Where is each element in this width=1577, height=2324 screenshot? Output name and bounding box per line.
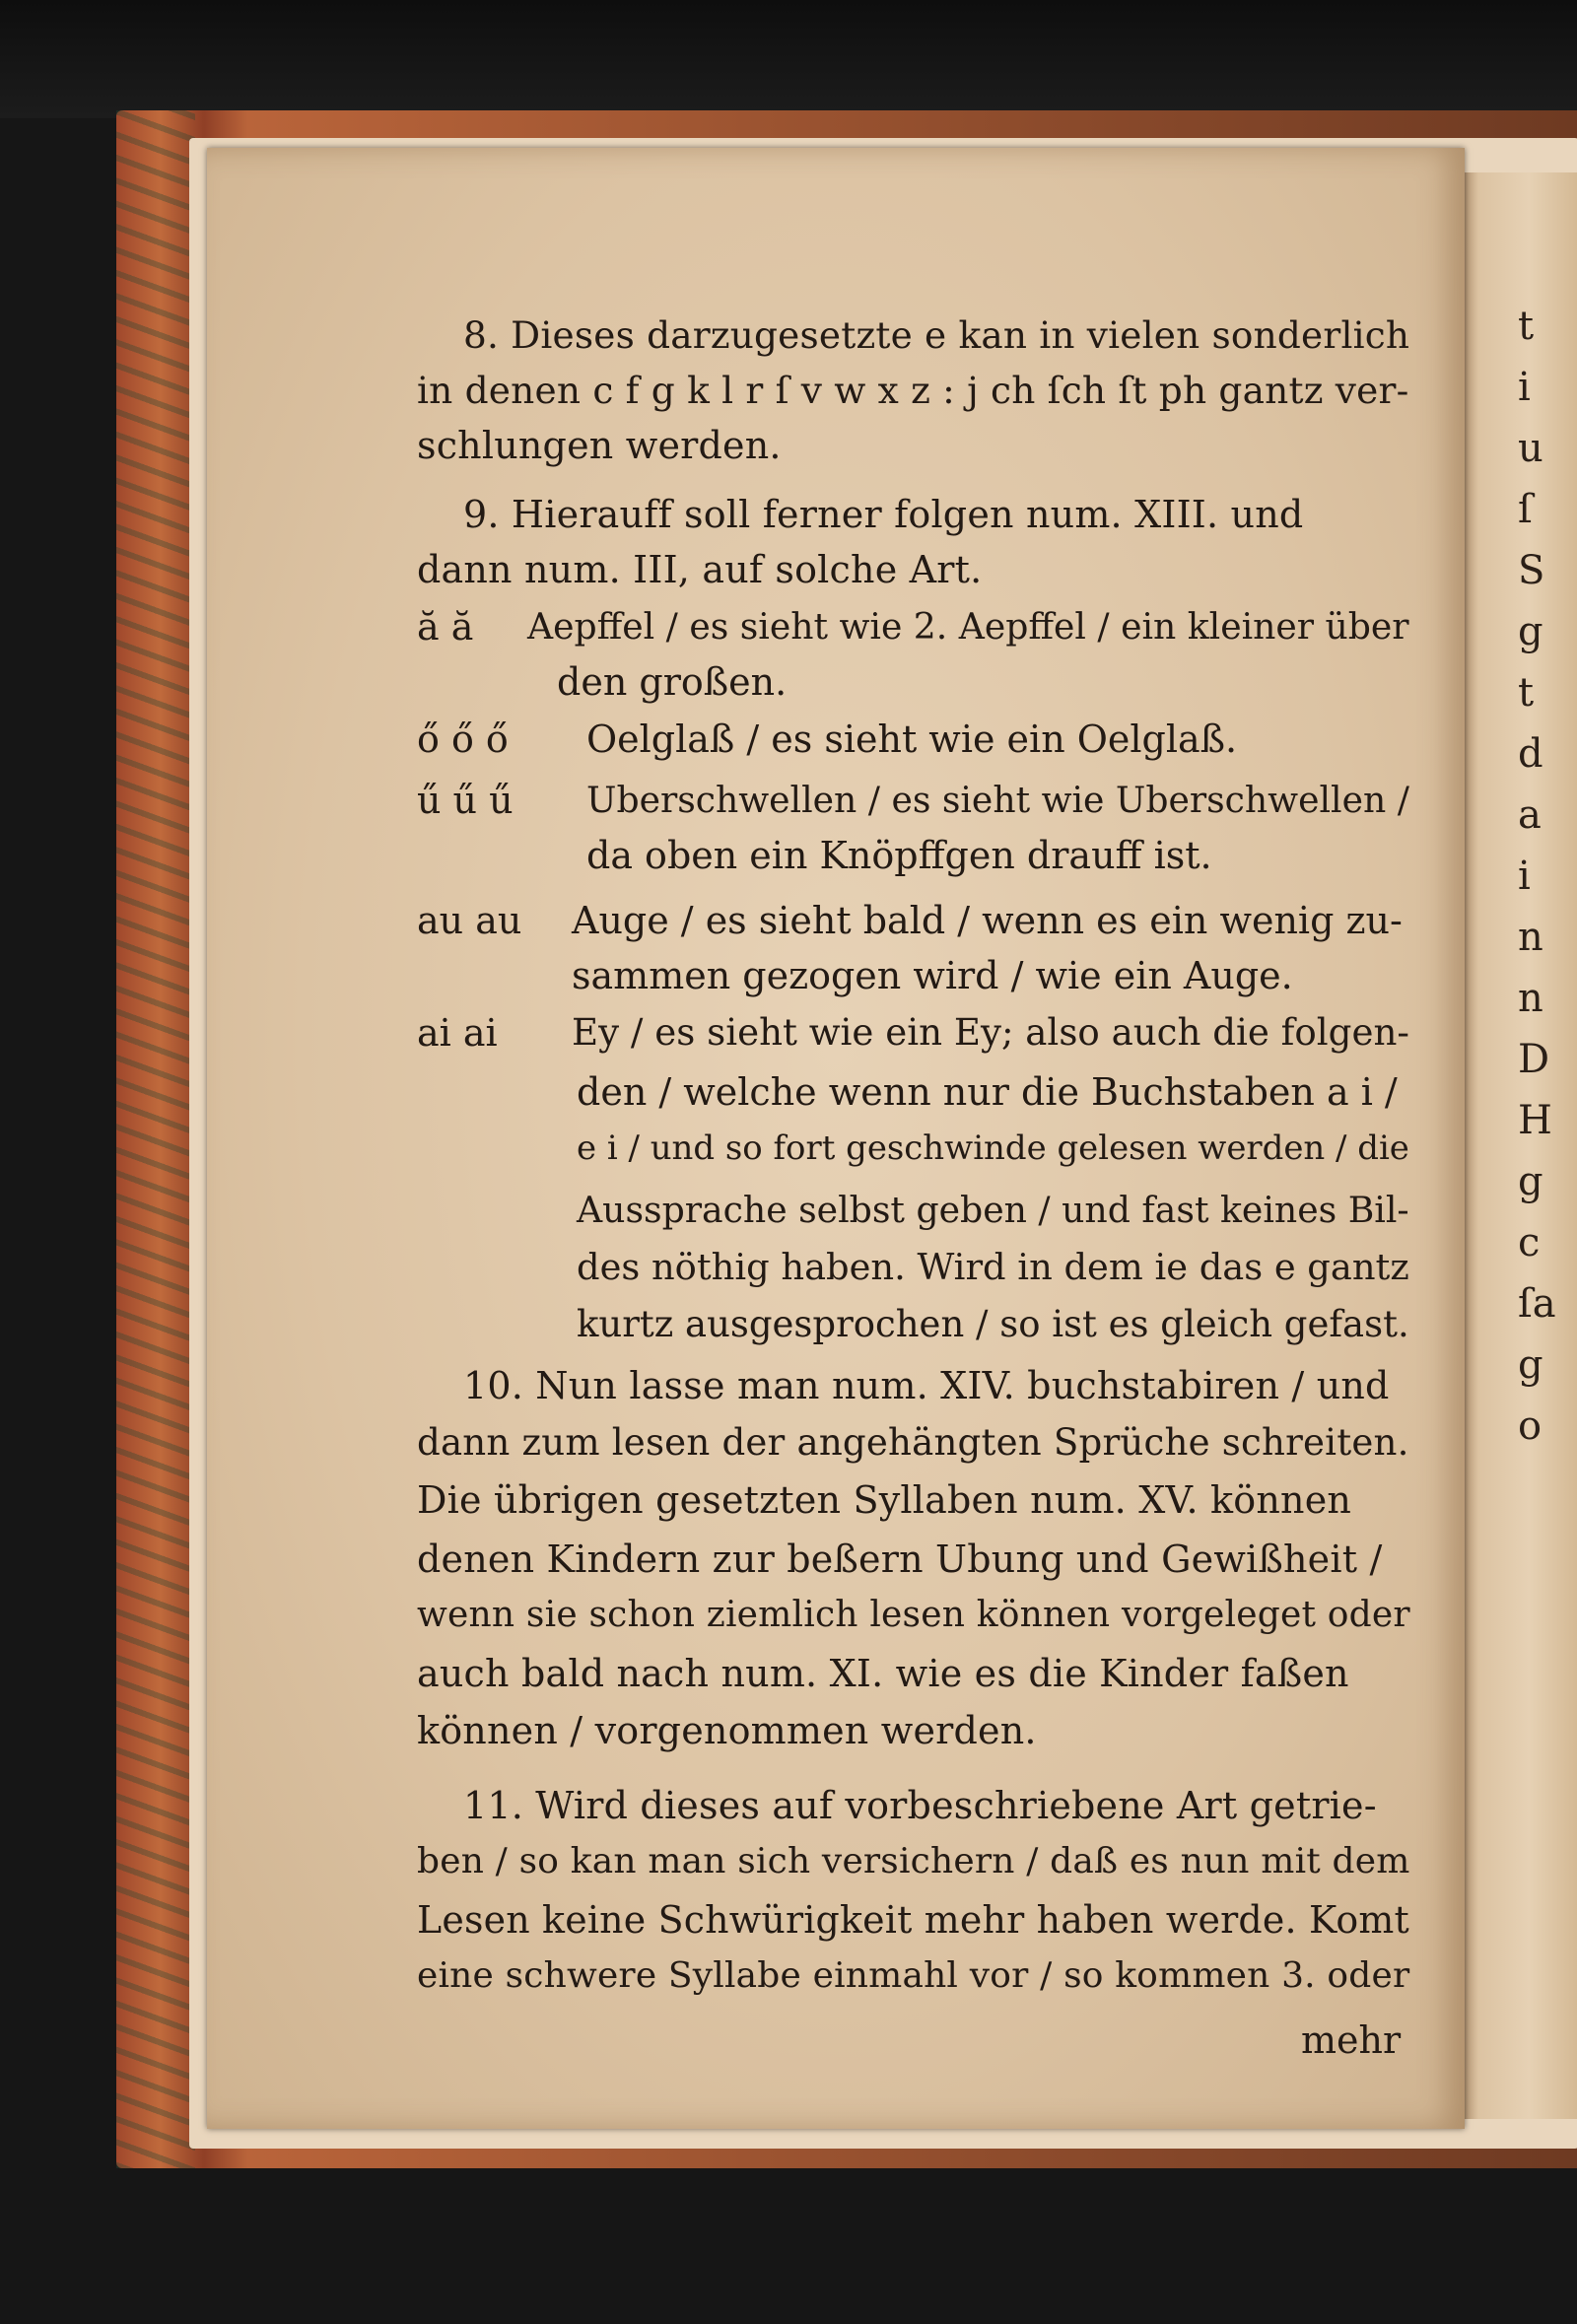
text-line: Ey / es sieht wie ein Ey; also auch die folgen- <box>572 1011 1409 1054</box>
fragment: a <box>1518 792 1542 838</box>
text-line: kurtz ausgesprochen / so ist es gleich gefast. <box>577 1303 1409 1345</box>
text-line: dann num. III, auf solche Art. <box>417 548 983 591</box>
vowel-marks: ő ő ő <box>417 718 509 761</box>
fragment: t <box>1518 304 1535 349</box>
fragment: H <box>1518 1098 1552 1143</box>
fragment: n <box>1518 976 1543 1021</box>
text-line: dann zum lesen der angehängten Sprüche schreiten. <box>417 1421 1409 1464</box>
text-line: können / vorgenommen werden. <box>417 1709 1037 1752</box>
text-line: in denen c f g k l r ſ v w x z : j ch ſch ſt ph gantz ver- <box>417 369 1409 412</box>
fragment: i <box>1518 854 1531 899</box>
text-line: eine schwere Syllabe einmahl vor / so kommen 3. oder <box>417 1955 1410 1996</box>
text-line: Oelglaß / es sieht wie ein Oelglaß. <box>586 718 1238 761</box>
text-line: Auge / es sieht bald / wenn es ein wenig zu- <box>572 899 1403 942</box>
fragment: c <box>1518 1220 1541 1265</box>
text-line: Uberschwellen / es sieht wie Uberschwellen / <box>586 779 1409 821</box>
fragment: D <box>1518 1037 1550 1082</box>
fragment: g <box>1518 1159 1543 1204</box>
text-line: den großen. <box>557 660 788 704</box>
text-line: denen Kindern zur beßern Ubung und Gewißheit / <box>417 1538 1383 1581</box>
fragment: n <box>1518 915 1543 960</box>
text-line: sammen gezogen wird / wie ein Auge. <box>572 954 1293 997</box>
text-line: Aepffel / es sieht wie 2. Aepffel / ein kleiner über <box>527 605 1409 648</box>
fragment: i <box>1518 365 1531 410</box>
vowel-marks: ai ai <box>417 1011 498 1055</box>
fragment: ſ <box>1518 487 1533 532</box>
fragment: g <box>1518 1342 1543 1388</box>
fragment: d <box>1518 731 1543 777</box>
fragment: ſa <box>1518 1281 1556 1327</box>
fragment: S <box>1518 548 1545 593</box>
text-line: Aussprache selbst geben / und fast keines Bil- <box>577 1189 1409 1231</box>
catchword: mehr <box>1301 2018 1402 2062</box>
text-line: auch bald nach num. XI. wie es die Kinder faßen <box>417 1652 1349 1695</box>
text-line: 10. Nun lasse man num. XIV. buchstabiren / und <box>463 1364 1390 1407</box>
text-line: 8. Dieses darzugesetzte e kan in vielen sonderlich <box>463 313 1410 357</box>
vowel-marks: ӑ ӑ <box>417 605 474 649</box>
text-line: da oben ein Knöpffgen drauff ist. <box>586 834 1212 877</box>
vowel-marks: au au <box>417 899 522 942</box>
text-line: des nöthig haben. Wird in dem ie das e gantz <box>577 1246 1409 1288</box>
text-line: Die übrigen gesetzten Syllaben num. XV. können <box>417 1478 1352 1522</box>
text-line: schlungen werden. <box>417 424 782 467</box>
text-line: Lesen keine Schwürigkeit mehr haben werde. Komt <box>417 1898 1409 1942</box>
text-line: ben / so kan man sich versichern / daß es nun mit dem <box>417 1841 1410 1881</box>
text-line: 11. Wird dieses auf vorbeschriebene Art getrie- <box>463 1784 1377 1827</box>
text-line: e i / und so fort geschwinde gelesen werden / die <box>577 1129 1409 1168</box>
fragment: t <box>1518 670 1535 716</box>
fragment: u <box>1518 426 1543 471</box>
fragment: o <box>1518 1403 1543 1449</box>
text-line: 9. Hierauff soll ferner folgen num. XIII. und <box>463 493 1304 536</box>
text-line: den / welche wenn nur die Buchstaben a i / <box>577 1070 1398 1114</box>
text-line: wenn sie schon ziemlich lesen können vorgeleget oder <box>417 1595 1410 1635</box>
fragment: g <box>1518 609 1543 654</box>
vowel-marks: ű ű ű <box>417 779 514 822</box>
